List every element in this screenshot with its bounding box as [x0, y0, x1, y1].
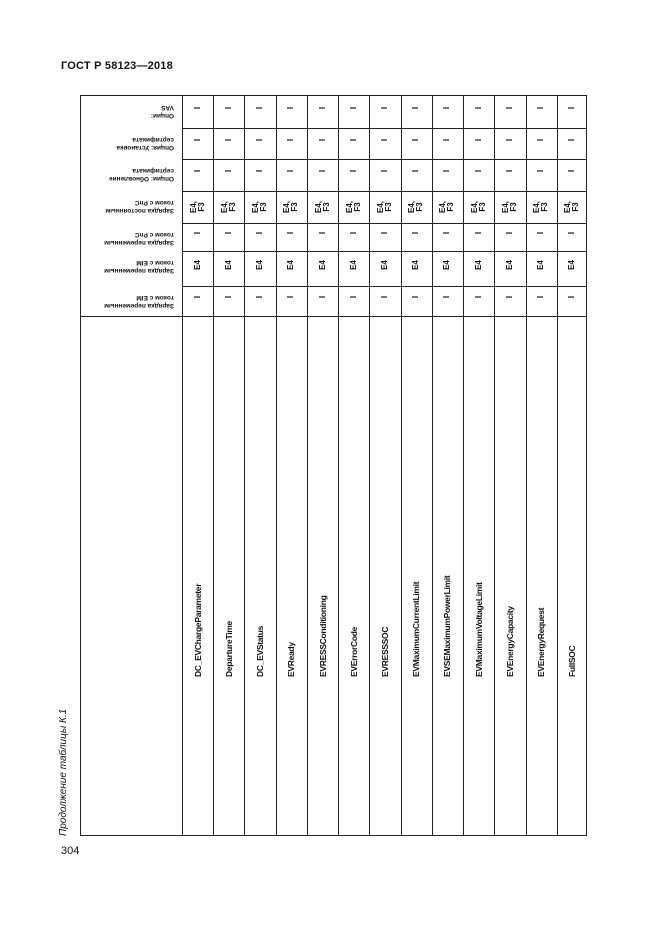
table-cell: I — [473, 138, 483, 141]
table-cell: I — [255, 169, 265, 173]
table-cell: E4 — [536, 259, 546, 270]
column-divider — [401, 96, 402, 835]
row-divider — [182, 191, 586, 192]
table-cell: I — [348, 231, 358, 235]
table-cell: I — [286, 169, 296, 173]
table-cell: E4 — [317, 259, 327, 270]
column-header: Опции: VAS — [150, 104, 174, 119]
table-cell: I — [317, 138, 327, 141]
column-divider — [276, 96, 277, 835]
table-cell: I — [411, 106, 421, 110]
table-cell: I — [380, 295, 389, 299]
table-cell: I — [348, 138, 358, 141]
table-cell: E4, F3 — [344, 201, 362, 214]
table-cell: I — [348, 169, 358, 173]
page-number: 304 — [61, 845, 80, 857]
row-divider — [81, 316, 586, 317]
column-header: Зарядка переменным током с PnC — [104, 231, 174, 246]
table-cell: I — [442, 106, 452, 110]
table-cell: I — [567, 106, 577, 110]
table-cell: E4, F3 — [251, 201, 269, 214]
parameters-table — [80, 95, 587, 836]
parameter-name: EVSEMaximumPowerLimit — [442, 575, 453, 677]
table-cell: I — [536, 295, 546, 299]
table-cell: I — [442, 138, 452, 141]
column-divider — [307, 96, 308, 835]
table-cell: E4, F3 — [532, 201, 550, 214]
table-cell: I — [536, 106, 546, 110]
table-cell: I — [411, 231, 421, 235]
parameter-name: EVErrorCode — [348, 626, 359, 677]
parameter-name: EVRESSSOC — [380, 626, 390, 677]
table-cell: I — [473, 295, 483, 299]
table-cell: I — [192, 295, 202, 299]
table-cell: I — [473, 169, 483, 173]
table-cell: E4 — [192, 259, 202, 270]
table-cell: I — [223, 295, 233, 299]
table-cell: I — [348, 295, 358, 299]
table-cell: I — [317, 106, 327, 110]
table-cell: I — [380, 138, 389, 141]
table-cell: I — [380, 169, 389, 173]
table-cell: I — [380, 106, 389, 110]
table-cell: I — [255, 295, 265, 299]
table-cell: I — [473, 106, 483, 110]
column-divider — [557, 96, 558, 835]
table-cell: I — [504, 169, 514, 173]
table-cell: E4 — [255, 259, 265, 270]
table-cell: I — [442, 295, 452, 299]
table-cell: I — [192, 138, 202, 141]
table-cell: I — [223, 106, 233, 110]
table-cell: I — [223, 231, 233, 235]
table-cell: I — [255, 138, 265, 141]
table-cell: I — [442, 231, 452, 235]
table-cell: I — [348, 106, 358, 110]
table-cell: I — [504, 138, 514, 141]
table-cell: I — [504, 231, 514, 235]
parameter-name: EVReady — [286, 642, 297, 677]
parameter-name: EVEnergyCapacity — [504, 606, 515, 677]
column-divider — [494, 96, 495, 835]
parameter-name: EVEnergyRequest — [536, 607, 547, 677]
parameter-name: DepartureTime — [223, 621, 234, 677]
table-cell: E4 — [442, 259, 452, 270]
column-header: Зарядка переменным током с EIM — [104, 294, 174, 309]
column-header: Опция: Установка сертификата — [116, 136, 174, 151]
table-cell: E4 — [380, 259, 389, 270]
table-cell: I — [380, 231, 389, 235]
table-cell: E4, F3 — [469, 201, 487, 214]
parameter-name: DC_EVChargeParameter — [192, 583, 203, 677]
parameter-name: EVMaximumVoltageLimit — [473, 582, 484, 677]
table-cell: I — [317, 231, 327, 235]
parameter-name: FullSOC — [567, 645, 578, 677]
parameter-name: EVMaximumCurrentLimit — [411, 581, 422, 677]
table-cell: I — [567, 231, 577, 235]
table-cell: E4 — [411, 259, 421, 270]
column-divider — [213, 96, 214, 835]
column-divider — [526, 96, 527, 835]
parameter-name: EVRESSConditioning — [317, 595, 328, 677]
table-cell: E4, F3 — [188, 201, 206, 214]
table-cell: I — [473, 231, 483, 235]
table-cell: E4, F3 — [407, 201, 425, 214]
column-divider — [463, 96, 464, 835]
table-cell: I — [567, 169, 577, 173]
table-cell: I — [411, 169, 421, 173]
table-cell: E4 — [223, 259, 233, 270]
table-cell: I — [442, 169, 452, 173]
table-cell: I — [286, 231, 296, 235]
row-divider — [182, 251, 586, 252]
table-cell: I — [223, 169, 233, 173]
table-cell: I — [504, 106, 514, 110]
column-header: Зарядка постоянным током с PnC — [105, 199, 174, 214]
column-divider — [338, 96, 339, 835]
table-cell: I — [192, 231, 202, 235]
table-cell: I — [567, 295, 577, 299]
table-cell: E4, F3 — [313, 201, 331, 214]
table-cell: I — [536, 169, 546, 173]
table-cell: I — [504, 295, 514, 299]
table-cell: I — [411, 295, 421, 299]
column-divider — [182, 96, 183, 835]
table-cell: I — [255, 106, 265, 110]
table-cell: E4, F3 — [500, 201, 518, 214]
table-cell: I — [567, 138, 577, 141]
column-divider — [369, 96, 370, 835]
table-caption: Продолжение таблицы К.1 — [58, 708, 69, 836]
column-divider — [432, 96, 433, 835]
table-cell: I — [255, 231, 265, 235]
table-cell: E4, F3 — [563, 201, 581, 214]
table-cell: E4 — [473, 259, 483, 270]
table-cell: E4, F3 — [438, 201, 456, 214]
table-cell: I — [286, 295, 296, 299]
table-cell: E4 — [567, 259, 577, 270]
table-cell: I — [536, 138, 546, 141]
table-cell: E4 — [504, 259, 514, 270]
table-cell: E4 — [348, 259, 358, 270]
table-cell: I — [286, 138, 296, 141]
table-cell: E4, F3 — [282, 201, 300, 214]
column-header: Опции: Обновление сертификата — [108, 167, 174, 182]
table-cell: I — [192, 106, 202, 110]
column-divider — [244, 96, 245, 835]
table-cell: I — [192, 169, 202, 173]
table-cell: E4 — [286, 259, 296, 270]
table-cell: I — [317, 169, 327, 173]
table-cell: I — [536, 231, 546, 235]
table-cell: I — [223, 138, 233, 141]
table-cell: I — [286, 106, 296, 110]
table-cell: I — [317, 295, 327, 299]
column-header: Зарядка переменным током с EIM — [104, 259, 174, 274]
parameter-name: DC_EVStatus — [255, 625, 266, 677]
table-cell: E4, F3 — [219, 201, 237, 214]
table-cell: I — [411, 138, 421, 141]
table-cell: E4, F3 — [376, 201, 393, 214]
standard-header: ГОСТ Р 58123—2018 — [61, 60, 173, 72]
